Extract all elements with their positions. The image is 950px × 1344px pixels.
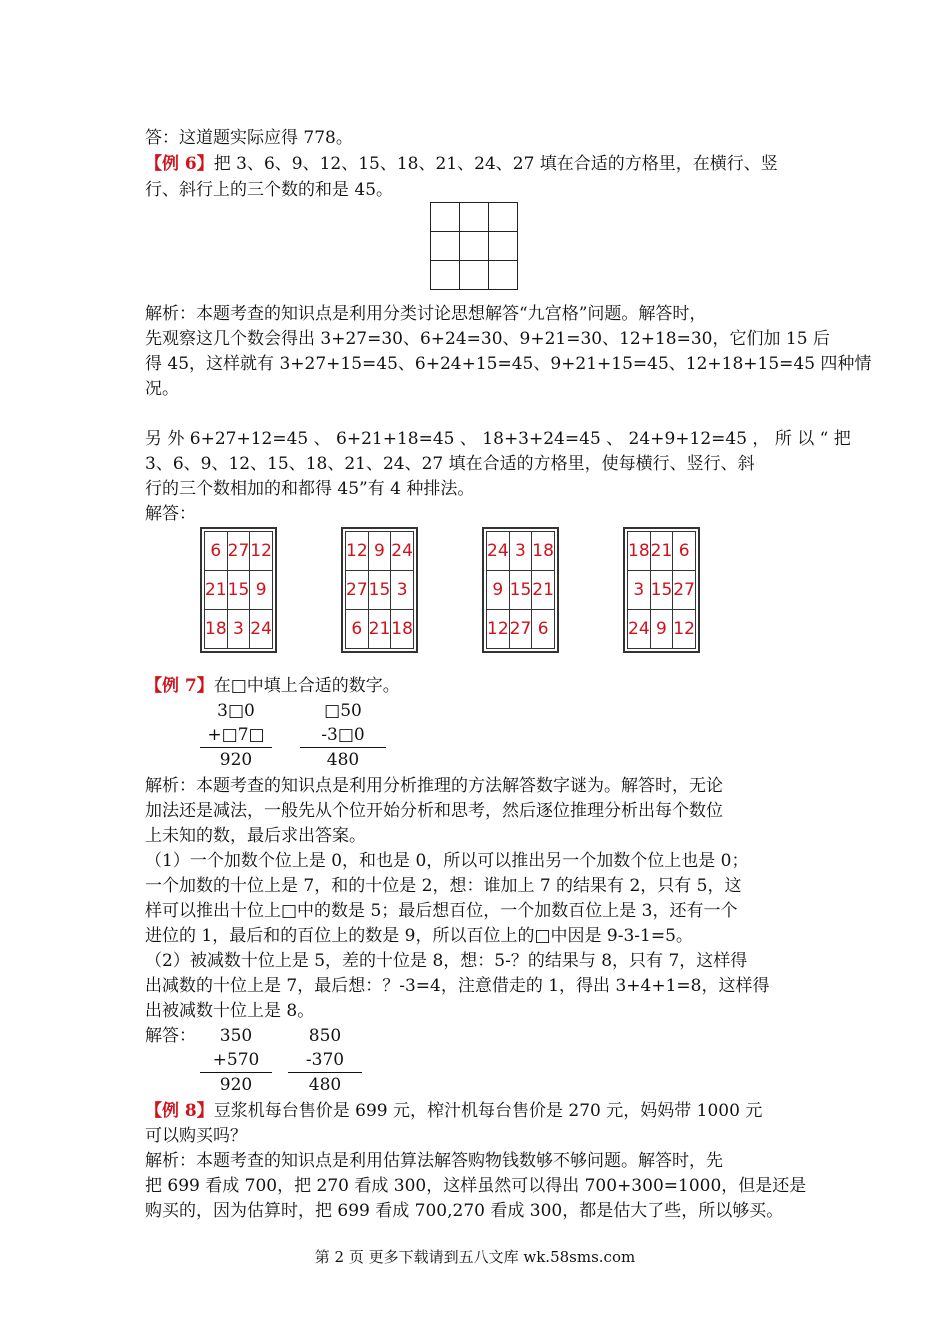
answer-grid-1: [200, 527, 277, 653]
example-6-text: 把 3、6、9、12、15、18、21、24、27 填在合适的方格里，在横行、竖: [213, 154, 778, 174]
subtrahend: -3□0: [300, 723, 386, 748]
grid-cell: 21: [650, 532, 673, 571]
analysis-line-4: 况。: [145, 379, 179, 399]
example-7-question: [145, 674, 400, 698]
answer-label: 解答：: [145, 504, 196, 524]
analysis-line-7: 行的三个数相加的和都得 45”有 4 种排法。: [145, 479, 475, 499]
grid-cell: 27: [346, 571, 369, 610]
grid-cell: 27: [673, 571, 696, 610]
grid-cell: 21: [205, 571, 228, 610]
example-6-question-cont: 行、斜行上的三个数的和是 45。: [145, 180, 394, 200]
example-7-label: 【例 7】: [145, 676, 214, 696]
sum: 920: [219, 1075, 253, 1095]
analysis-line-6: 3、6、9、12、15、18、21、24、27 填在合适的方格里，使每横行、竖行、斜: [145, 454, 755, 474]
answer-subtraction: [288, 1024, 362, 1097]
grid-cell: 3: [227, 610, 250, 649]
answer-line: 答：这道题实际应得 778。: [145, 128, 353, 148]
analysis-8-line-1: 解析：本题考查的知识点是利用估算法解答购物钱数够不够问题。解答时，先: [145, 1151, 723, 1171]
grid-cell: 6: [532, 610, 555, 649]
minuend: 850: [308, 1026, 342, 1046]
grid-cell: 15: [368, 571, 391, 610]
example-6-label: 【例 6】: [145, 154, 214, 174]
grid-cell: 18: [532, 532, 555, 571]
example-6-question: [145, 152, 778, 176]
grid-cell: 6: [205, 532, 228, 571]
grid-cell: 27: [227, 532, 250, 571]
addend-1: 350: [219, 1026, 253, 1046]
addend-1: 3□0: [217, 701, 255, 721]
analysis-7-line-7: 进位的 1，最后和的百位上的数是 9，所以百位上的□中因是 9-3-1=5。: [145, 926, 693, 946]
difference: 480: [308, 1075, 342, 1095]
grid-cell: 27: [509, 610, 532, 649]
grid-cell: 24: [250, 610, 273, 649]
analysis-7-line-8: （2）被减数十位上是 5，差的十位是 8，想：5-？的结果与 8，只有 7，这样得: [145, 951, 748, 971]
difference: 480: [326, 750, 360, 770]
analysis-line-2: 先观察这几个数会得出 3+27=30、6+24=30、9+21=30、12+18=30，它们加 15 后: [145, 329, 830, 349]
grid-cell: 18: [205, 610, 228, 649]
analysis-7-line-4: （1）一个加数个位上是 0，和也是 0，所以可以推出另一个加数个位上也是 0；: [145, 851, 749, 871]
answer-grid-3: [482, 527, 559, 653]
analysis-7-line-6: 样可以推出十位上□中的数是 5；最后想百位，一个加数百位上是 3，还有一个: [145, 901, 738, 921]
grid-cell: 12: [346, 532, 369, 571]
analysis-7-line-5: 一个加数的十位上是 7，和的十位是 2，想：谁加上 7 的结果有 2，只有 5，这: [145, 876, 742, 896]
sum: 920: [219, 750, 253, 770]
subtrahend: -370: [288, 1048, 362, 1073]
grid-cell: 12: [673, 610, 696, 649]
example-8-label: 【例 8】: [145, 1101, 214, 1121]
example-8-text: 豆浆机每台售价是 699 元，榨汁机每台售价是 270 元，妈妈带 1000 元: [213, 1101, 763, 1121]
example-8-question-cont: 可以购买吗？: [145, 1126, 247, 1146]
blank-nine-grid: [430, 202, 518, 290]
analysis-8-line-2: 把 699 看成 700，把 270 看成 300，这样虽然可以得出 700+300=1000，但是还是: [145, 1176, 807, 1196]
analysis-8-line-3: 购买的，因为估算时，把 699 看成 700,270 看成 300，都是估大了些，所以够买。: [145, 1201, 784, 1221]
addend-2: +□7□: [200, 723, 272, 748]
grid-cell: 3: [391, 571, 414, 610]
grid-cell: 18: [391, 610, 414, 649]
grid-cell: 15: [650, 571, 673, 610]
analysis-line-5: 另 外 6+27+12=45 、 6+21+18=45 、 18+3+24=45 、 24+9+12=45 ， 所 以 “ 把: [145, 429, 851, 449]
grid-cell: 9: [487, 571, 510, 610]
grid-cell: 21: [532, 571, 555, 610]
grid-cell: 18: [628, 532, 651, 571]
grid-cell: 15: [227, 571, 250, 610]
grid-cell: 15: [509, 571, 532, 610]
grid-cell: 9: [650, 610, 673, 649]
grid-cell: 9: [368, 532, 391, 571]
analysis-7-line-3: 上未知的数，最后求出答案。: [145, 826, 366, 846]
answer-addition: [200, 1024, 272, 1097]
addend-2: +570: [200, 1048, 272, 1073]
grid-cell: 3: [509, 532, 532, 571]
answer-7-label: 解答：: [145, 1026, 196, 1046]
analysis-7-line-10: 出被减数十位上是 8。: [145, 1001, 315, 1021]
grid-cell: 9: [250, 571, 273, 610]
analysis-7-line-1: 解析：本题考查的知识点是利用分析推理的方法解答数字谜为。解答时，无论: [145, 776, 723, 796]
puzzle-addition: [200, 699, 272, 772]
grid-cell: 24: [487, 532, 510, 571]
example-7-text: 在□中填上合适的数字。: [213, 676, 400, 696]
grid-cell: 6: [346, 610, 369, 649]
grid-cell: 24: [391, 532, 414, 571]
minuend: □50: [324, 701, 362, 721]
grid-cell: 6: [673, 532, 696, 571]
grid-cell: 3: [628, 571, 651, 610]
analysis-line-3: 得 45，这样就有 3+27+15=45、6+24+15=45、9+21+15=45、12+18+15=45 四种情: [145, 354, 872, 374]
analysis-7-line-9: 出减数的十位上是 7，最后想：？-3=4，注意借走的 1，得出 3+4+1=8，这样得: [145, 976, 770, 996]
analysis-7-line-2: 加法还是减法，一般先从个位开始分析和思考，然后逐位推理分析出每个数位: [145, 801, 723, 821]
analysis-line-1: 解析：本题考查的知识点是利用分类讨论思想解答“九宫格”问题。解答时，: [145, 304, 707, 324]
example-8-question: [145, 1099, 762, 1123]
grid-cell: 12: [250, 532, 273, 571]
answer-grid-2: [341, 527, 418, 653]
grid-cell: 21: [368, 610, 391, 649]
page-footer: 第 2 页 更多下载请到五八文库 wk.58sms.com: [314, 1248, 636, 1266]
grid-cell: 24: [628, 610, 651, 649]
puzzle-subtraction: [300, 699, 386, 772]
answer-grid-4: [623, 527, 700, 653]
grid-cell: 12: [487, 610, 510, 649]
